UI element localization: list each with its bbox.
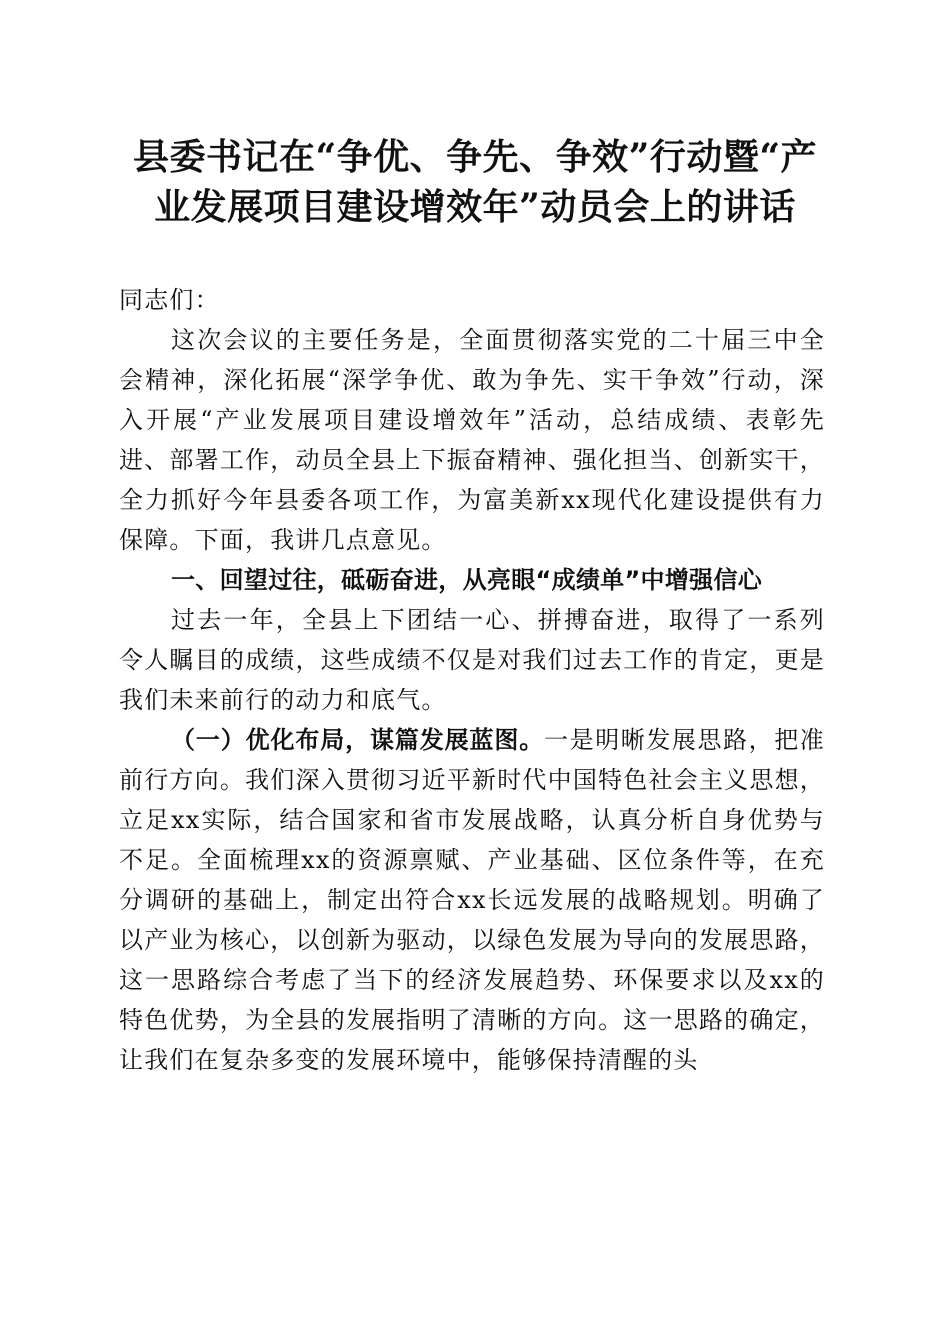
subsection-1-paragraph <box>119 720 825 1080</box>
section-1-heading: 一、回望过往，砥砺奋进，从亮眼“成绩单”中增强信心 <box>171 566 763 594</box>
document-body <box>119 280 825 1080</box>
section-1-paragraph: 过去一年，全县上下团结一心、拼搏奋进，取得了一系列令人瞩目的成绩，这些成绩不仅是对我们过去工作的肯定，更是我们未来前行的动力和底气。 <box>119 606 825 714</box>
document-title <box>112 132 838 232</box>
intro-paragraph: 这次会议的主要任务是，全面贯彻落实党的二十届三中全会精神，深化拓展“深学争优、敢为争先、实干争效”行动，深入开展“产业发展项目建设增效年”活动，总结成绩、表彰先进、部署工作，动员全县上下振奋精神、强化担当、创新实干，全力抓好今年县委各项工作，为富美新xx现代化建设提供有力保障。下面，我讲几点意见。 <box>119 326 825 554</box>
salutation: 同志们： <box>119 286 220 314</box>
subsection-1-text: 一是明晰发展思路，把准前行方向。我们深入贯彻习近平新时代中国特色社会主义思想，立足xx实际，结合国家和省市发展战略，认真分析自身优势与不足。全面梳理xx的资源禀赋、产业基础、区位条件等，在充分调研的基础上，制定出符合xx长远发展的战略规划。明确了以产业为核心，以创新为驱动，以绿色发展为导向的发展思路，这一思路综合考虑了当下的经济发展趋势、环保要求以及xx的特色优势，为全县的发展指明了清晰的方向。这一思路的确定，让我们在复杂多变的发展环境中，能够保持清醒的头 <box>119 726 825 1074</box>
title-line-2: 业发展项目建设增效年”动员会上的讲话 <box>154 186 796 228</box>
title-line-1: 县委书记在“争优、争先、争效”行动暨“产 <box>132 136 818 178</box>
subsection-1-heading: （一）优化布局，谋篇发展蓝图。 <box>171 726 545 754</box>
